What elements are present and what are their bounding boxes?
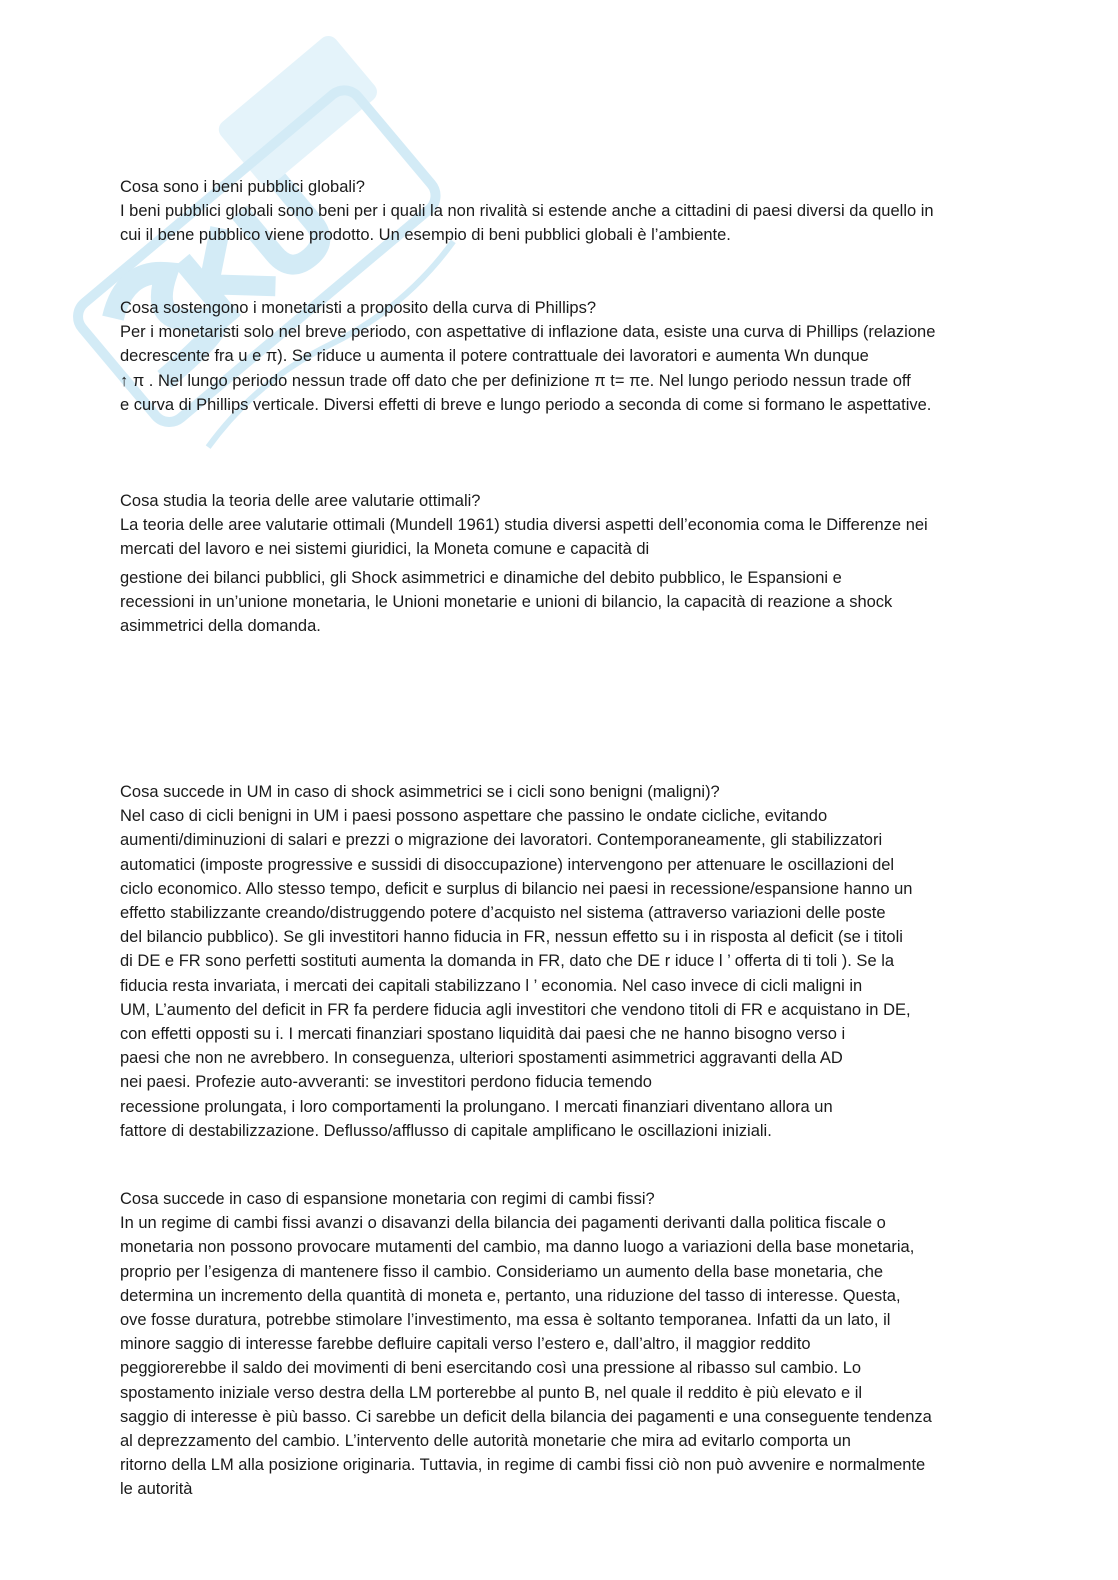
answer-line: le autorità <box>120 1480 193 1499</box>
qa-section-2 <box>120 296 1025 417</box>
qa-section-3 <box>120 489 1025 638</box>
answer-line: UM, L’aumento del deficit in FR fa perdere fiducia agli investitori che vendono titoli di FR e acquistano in DE, <box>120 1000 911 1019</box>
answer-line: ciclo economico. Allo stesso tempo, deficit e surplus di bilancio nei paesi in recessione/espansione hanno un <box>120 879 913 898</box>
answer-line: decrescente fra u e π). Se riduce u aumenta il potere contrattuale dei lavoratori e aumenta Wn dunque <box>120 347 869 366</box>
answer-line: proprio per l’esigenza di mantenere fisso il cambio. Consideriamo un aumento della base monetaria, che <box>120 1262 884 1281</box>
answer-line: ove fosse duratura, potrebbe stimolare l’investimento, ma essa è soltanto temporanea. Infatti da un lato, il <box>120 1311 891 1330</box>
answer-line: di DE e FR sono perfetti sostituti aumenta la domanda in FR, dato che DE r iduce l ’ offerta di ti toli ). Se la <box>120 952 895 971</box>
question-heading: Cosa sono i beni pubblici globali? <box>120 178 365 196</box>
qa-section-1 <box>120 175 1025 248</box>
answer-line: Per i monetaristi solo nel breve periodo, con aspettative di inflazione data, esiste una curva di Phillips (relazione <box>120 323 936 342</box>
answer-line: automatici (imposte progressive e sussidi di disoccupazione) intervengono per attenuare le oscillazioni del <box>120 855 895 874</box>
answer-line: fattore di destabilizzazione. Deflusso/afflusso di capitale amplificano le oscillazioni iniziali. <box>120 1121 772 1140</box>
answer-line: recessioni in un’unione monetaria, le Unioni monetarie e unioni di bilancio, la capacità di reazione a shock <box>120 592 893 611</box>
answer-line: al deprezzamento del cambio. L’intervento delle autorità monetarie che mira ad evitarlo comporta un <box>120 1432 851 1451</box>
answer-line: fiducia resta invariata, i mercati dei capitali stabilizzano l ’ economia. Nel caso invece di cicli maligni in <box>120 976 863 995</box>
answer-line: spostamento iniziale verso destra della LM porterebbe al punto B, nel quale il reddito è più elevato e il <box>120 1383 863 1402</box>
question-heading: Cosa studia la teoria delle aree valutarie ottimali? <box>120 492 481 510</box>
answer-line: effetto stabilizzante creando/distruggendo potere d’acquisto nel sistema (attraverso variazioni delle poste <box>120 904 886 923</box>
question-heading: Cosa sostengono i monetaristi a proposito della curva di Phillips? <box>120 299 597 317</box>
question-heading: Cosa succede in UM in caso di shock asimmetrici se i cicli sono benigni (maligni)? <box>120 783 720 801</box>
answer-line: ritorno della LM alla posizione originaria. Tuttavia, in regime di cambi fissi ciò non può avvenire e normalmente <box>120 1456 926 1475</box>
answer-line: aumenti/diminuzioni di salari e prezzi o migrazione dei lavoratori. Contemporaneamente, gli stabilizzatori <box>120 831 883 850</box>
answer-line: I beni pubblici globali sono beni per i quali la non rivalità si estende anche a cittadini di paesi diversi da quello in <box>120 202 934 221</box>
answer-line: La teoria delle aree valutarie ottimali (Mundell 1961) studia diversi aspetti dell’economia coma le Differenze nei <box>120 516 928 535</box>
answer-line: determina un incremento della quantità di moneta e, pertanto, una riduzione del tasso di interesse. Questa, <box>120 1286 901 1305</box>
answer-line: monetaria non possono provocare mutamenti del cambio, ma danno luogo a variazioni della base monetaria, <box>120 1238 915 1257</box>
answer-line: recessione prolungata, i loro comportamenti la prolungano. I mercati finanziari diventano allora un <box>120 1097 833 1116</box>
answer-line: minore saggio di interesse farebbe defluire capitali verso l’estero e, dall’altro, il maggior reddito <box>120 1335 811 1354</box>
answer-line: nei paesi. Profezie auto-avveranti: se investitori perdono fiducia temendo <box>120 1073 652 1092</box>
qa-section-4 <box>120 780 1025 1143</box>
answer-line: Nel caso di cicli benigni in UM i paesi possono aspettare che passino le ondate cicliche, evitando <box>120 807 828 826</box>
answer-line: con effetti opposti su i. I mercati finanziari spostano liquidità dai paesi che ne hanno bisogno verso i <box>120 1025 846 1044</box>
answer-line: cui il bene pubblico viene prodotto. Un esempio di beni pubblici globali è l’ambiente. <box>120 226 731 245</box>
answer-line: In un regime di cambi fissi avanzi o disavanzi della bilancia dei pagamenti derivanti dalla politica fiscale o <box>120 1214 886 1233</box>
question-heading: Cosa succede in caso di espansione monetaria con regimi di cambi fissi? <box>120 1190 655 1208</box>
answer-line: peggiorerebbe il saldo dei movimenti di beni esercitando così una pressione al ribasso sul cambio. Lo <box>120 1359 862 1378</box>
answer-line: mercati del lavoro e nei sistemi giuridici, la Moneta comune e capacità di <box>120 540 650 559</box>
answer-line: saggio di interesse è più basso. Ci sarebbe un deficit della bilancia dei pagamenti e una conseguente tendenza <box>120 1407 932 1426</box>
qa-section-5 <box>120 1187 1025 1502</box>
answer-line: gestione dei bilanci pubblici, gli Shock asimmetrici e dinamiche del debito pubblico, le Espansioni e <box>120 568 842 587</box>
answer-line: ↑ π . Nel lungo periodo nessun trade off dato che per definizione π t= πe. Nel lungo periodo nessun trade off <box>120 371 911 390</box>
answer-line: asimmetrici della domanda. <box>120 617 321 636</box>
skuola-watermark-logo <box>20 10 500 510</box>
answer-line: e curva di Phillips verticale. Diversi effetti di breve e lungo periodo a seconda di come si formano le aspettative. <box>120 395 932 414</box>
answer-line: paesi che non ne avrebbero. In conseguenza, ulteriori spostamenti asimmetrici aggravanti della AD <box>120 1049 843 1068</box>
answer-line: del bilancio pubblico). Se gli investitori hanno fiducia in FR, nessun effetto su i in risposta al deficit (se i titoli <box>120 928 903 947</box>
